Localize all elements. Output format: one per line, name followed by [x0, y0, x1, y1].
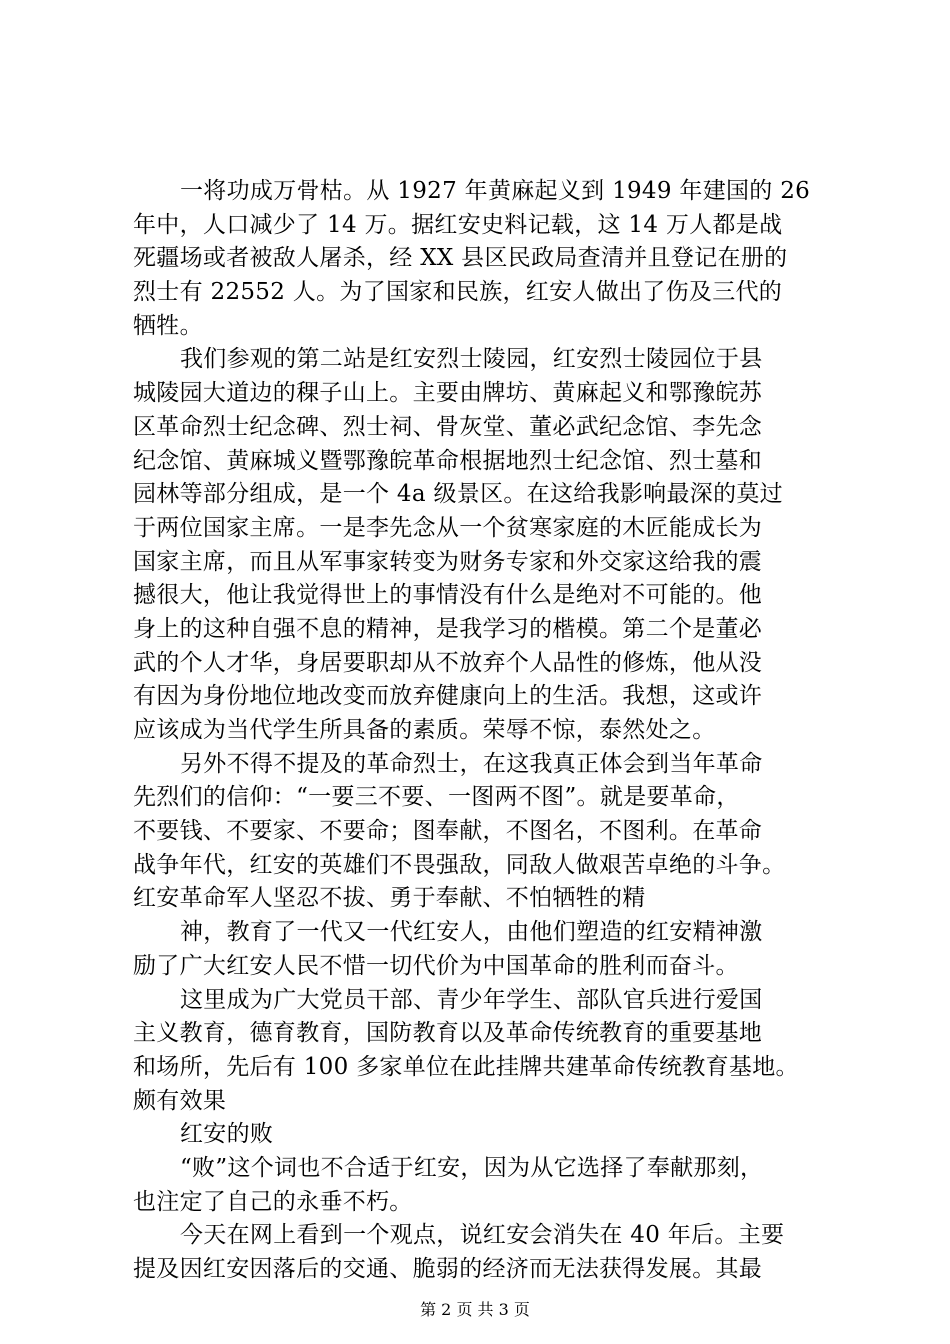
text-line: 园林等部分组成，是一个 4a 级景区。在这给我影响最深的莫过: [133, 481, 783, 508]
text-line: 牺牲。: [133, 312, 203, 339]
text-line: 于两位国家主席。一是李先念从一个贫寒家庭的木匠能成长为: [133, 514, 763, 541]
text-line: 今天在网上看到一个观点，说红安会消失在 40 年后。主要: [180, 1222, 785, 1249]
text-line: 战争年代，红安的英雄们不畏强敌，同敌人做艰苦卓绝的斗争。: [133, 851, 786, 878]
text-line: 城陵园大道边的稞子山上。主要由牌坊、黄麻起义和鄂豫皖苏: [133, 380, 763, 407]
text-line: 烈士有 22552 人。为了国家和民族，红安人做出了伤及三代的: [133, 279, 783, 306]
text-line: 撼很大，他让我觉得世上的事情没有什么是绝对不可能的。他: [133, 582, 763, 609]
text-line: 年中，人口减少了 14 万。据红安史料记载，这 14 万人都是战: [133, 211, 783, 238]
text-line: 先烈们的信仰：“一要三不要、一图两不图”。就是要革命，: [133, 784, 740, 811]
page-footer: 第 2 页 共 3 页: [420, 1300, 530, 1319]
body-text: [133, 175, 833, 1287]
text-line: 主义教育，德育教育，国防教育以及革命传统教育的重要基地: [133, 1020, 763, 1047]
text-line: 我们参观的第二站是红安烈士陵园，红安烈士陵园位于县: [180, 346, 763, 373]
text-line: 颇有效果: [133, 1087, 227, 1114]
text-line: 红安的败: [180, 1121, 274, 1148]
text-line: 另外不得不提及的革命烈士，在这我真正体会到当年革命: [180, 750, 763, 777]
text-line: 这里成为广大党员干部、青少年学生、部队官兵进行爱国: [180, 986, 763, 1013]
text-line: 励了广大红安人民不惜一切代价为中国革命的胜利而奋斗。: [133, 952, 739, 979]
text-line: 一将功成万骨枯。从 1927 年黄麻起义到 1949 年建国的 26: [180, 178, 811, 204]
text-line: 不要钱、不要家、不要命；图奉献，不图名，不图利。在革命: [133, 818, 763, 845]
text-line: 区革命烈士纪念碑、烈士祠、骨灰堂、董必武纪念馆、李先念: [133, 413, 763, 440]
text-line: 和场所，先后有 100 多家单位在此挂牌共建革命传统教育基地。: [133, 1053, 799, 1080]
text-line: 提及因红安因落后的交通、脆弱的经济而无法获得发展。其最: [133, 1256, 763, 1282]
text-line: 有因为身份地位地改变而放弃健康向上的生活。我想，这或许: [133, 683, 763, 710]
text-line: “败”这个词也不合适于红安，因为从它选择了奉献那刻，: [180, 1154, 764, 1181]
text-line: 也注定了自己的永垂不朽。: [133, 1188, 413, 1215]
text-line: 国家主席，而且从军事家转变为财务专家和外交家这给我的震: [133, 548, 763, 575]
text-line: 纪念馆、黄麻城义暨鄂豫皖革命根据地烈士纪念馆、烈士墓和: [133, 447, 763, 474]
text-line: 武的个人才华，身居要职却从不放弃个人品性的修炼，他从没: [133, 649, 763, 676]
text-line: 应该成为当代学生所具备的素质。荣辱不惊，泰然处之。: [133, 717, 716, 743]
text-line: 红安革命军人坚忍不拔、勇于奉献、不怕牺牲的精: [133, 885, 646, 912]
text-line: 神，教育了一代又一代红安人，由他们塑造的红安精神激: [180, 919, 763, 946]
text-line: 死疆场或者被敌人屠杀，经 XX 县区民政局查清并且登记在册的: [133, 245, 788, 272]
text-line: 身上的这种自强不息的精神，是我学习的楷模。第二个是董必: [133, 615, 763, 642]
